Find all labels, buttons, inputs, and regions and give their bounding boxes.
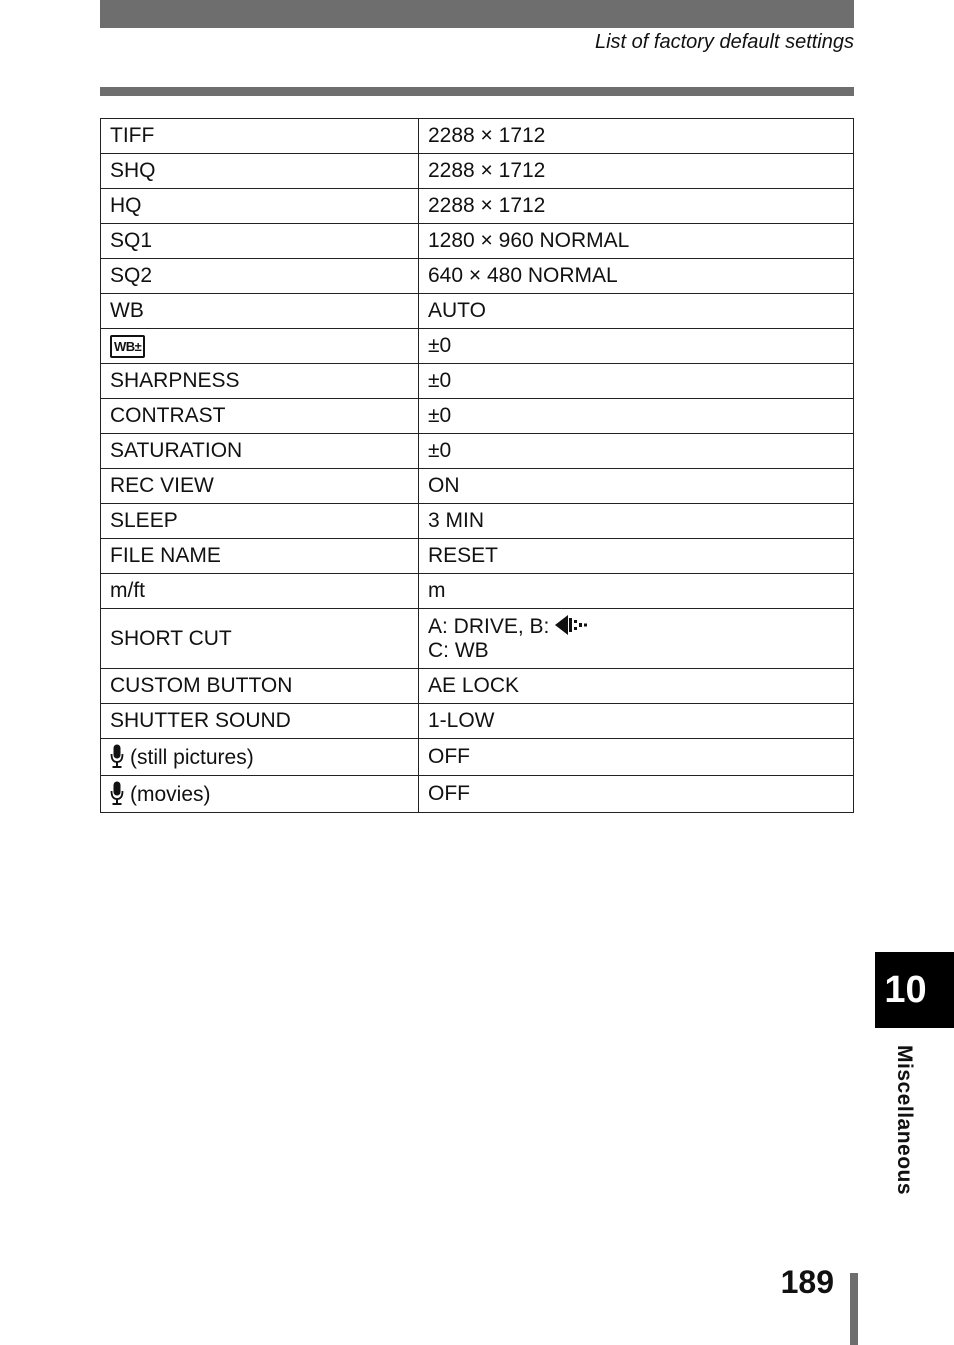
setting-value: OFF — [419, 739, 854, 776]
shortcut-line-2: C: WB — [428, 639, 489, 662]
setting-value: m — [419, 574, 854, 609]
setting-value: 2288 × 1712 — [419, 154, 854, 189]
page-number-bar — [850, 1273, 858, 1345]
setting-value: ON — [419, 469, 854, 504]
setting-value: ±0 — [419, 399, 854, 434]
setting-value: 3 MIN — [419, 504, 854, 539]
table-row — [101, 739, 854, 776]
setting-value: OFF — [419, 776, 854, 813]
table-row — [101, 504, 854, 539]
wb-adjust-icon: WB± — [110, 335, 145, 358]
table-row — [101, 539, 854, 574]
setting-value — [419, 609, 854, 669]
microphone-icon — [110, 744, 124, 768]
table-row — [101, 574, 854, 609]
setting-value: ±0 — [419, 364, 854, 399]
table-row — [101, 669, 854, 704]
setting-name: SHUTTER SOUND — [101, 704, 419, 739]
setting-name: HQ — [101, 189, 419, 224]
table-row — [101, 329, 854, 364]
chapter-number-tab: 10 — [875, 952, 954, 1028]
table-row — [101, 154, 854, 189]
setting-value: ±0 — [419, 329, 854, 364]
table-row — [101, 119, 854, 154]
table-row — [101, 259, 854, 294]
header-rule — [100, 87, 854, 96]
setting-name: SQ2 — [101, 259, 419, 294]
page-number: 189 — [780, 1264, 834, 1300]
table-row — [101, 704, 854, 739]
setting-name: TIFF — [101, 119, 419, 154]
shortcut-ab-text: A: DRIVE, B: — [428, 615, 550, 638]
setting-value: 2288 × 1712 — [419, 189, 854, 224]
table-row — [101, 434, 854, 469]
setting-name: FILE NAME — [101, 539, 419, 574]
setting-value: AE LOCK — [419, 669, 854, 704]
movies-label: (movies) — [130, 783, 211, 806]
sequential-shooting-icon — [555, 614, 589, 636]
chapter-label: Miscellaneous — [893, 1045, 916, 1196]
setting-name: CUSTOM BUTTON — [101, 669, 419, 704]
table-row — [101, 609, 854, 669]
table-row — [101, 399, 854, 434]
setting-value: 1280 × 960 NORMAL — [419, 224, 854, 259]
factory-settings-table — [100, 118, 854, 813]
table-row — [101, 776, 854, 813]
setting-name: SLEEP — [101, 504, 419, 539]
setting-name: m/ft — [101, 574, 419, 609]
setting-name — [101, 739, 419, 776]
setting-value: ±0 — [419, 434, 854, 469]
setting-name: WB — [101, 294, 419, 329]
setting-value: AUTO — [419, 294, 854, 329]
header-bar — [100, 0, 854, 28]
table-row — [101, 364, 854, 399]
setting-name: CONTRAST — [101, 399, 419, 434]
table-row — [101, 294, 854, 329]
table-row — [101, 224, 854, 259]
setting-value: RESET — [419, 539, 854, 574]
setting-name: SQ1 — [101, 224, 419, 259]
table-row — [101, 189, 854, 224]
still-pictures-label: (still pictures) — [130, 746, 254, 769]
setting-value: 640 × 480 NORMAL — [419, 259, 854, 294]
setting-value: 2288 × 1712 — [419, 119, 854, 154]
table-row — [101, 469, 854, 504]
setting-name: REC VIEW — [101, 469, 419, 504]
setting-name: SHORT CUT — [101, 609, 419, 669]
running-title: List of factory default settings — [594, 31, 854, 53]
setting-name: SATURATION — [101, 434, 419, 469]
setting-value: 1-LOW — [419, 704, 854, 739]
microphone-icon — [110, 781, 124, 805]
setting-name — [101, 776, 419, 813]
setting-name: SHARPNESS — [101, 364, 419, 399]
setting-name — [101, 329, 419, 364]
shortcut-line-1 — [428, 614, 844, 639]
setting-name: SHQ — [101, 154, 419, 189]
